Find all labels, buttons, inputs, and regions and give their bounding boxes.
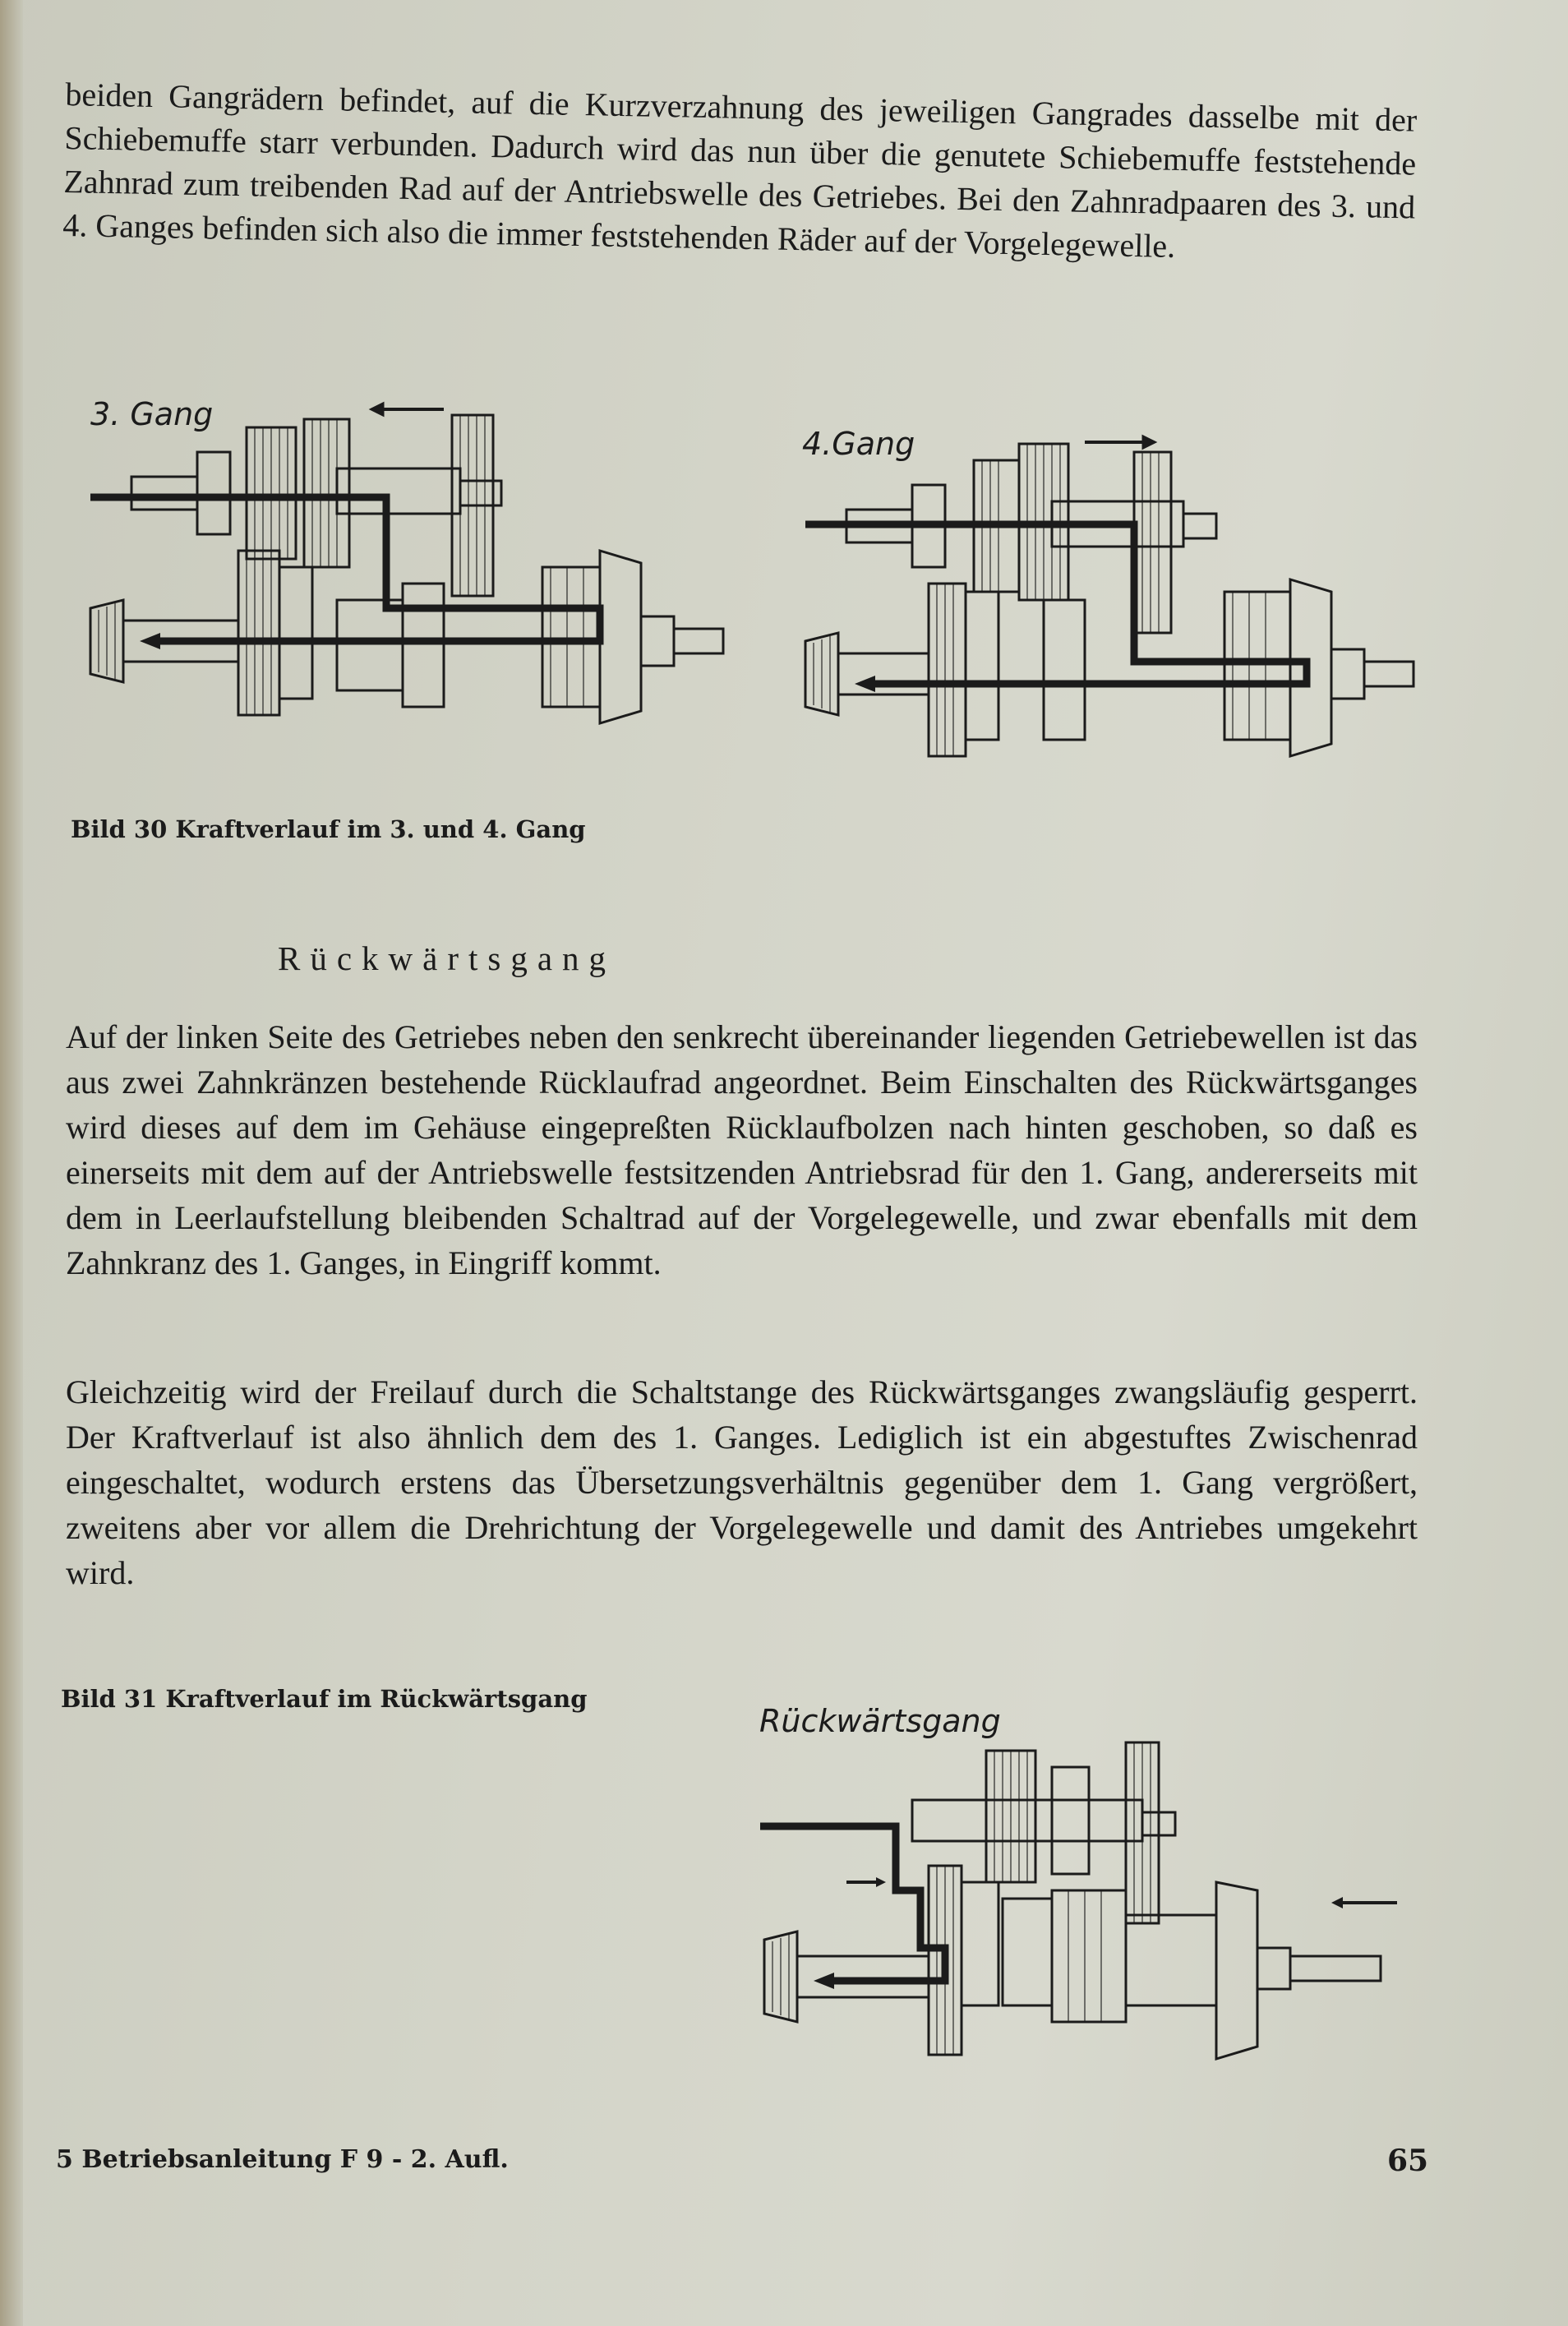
paragraph-reverse-gear-2: Gleichzeitig wird der Freilauf durch die Schaltstange des Rückwärtsganges zwangsläufig gesperrt. Der Kraftverlauf ist also ähnlich dem des 1. Ganges. Lediglich ist ein abgestuftes Zwischenrad eingeschaltet, wodurch erstens das Übersetzungsverhältnis gegenüber dem 1. Gang vergrößert, zweitens aber vor allem die Drehrichtung der Vorgelegewelle und damit des Antriebes umgekehrt wird. (66, 1373, 1418, 1591)
gearbox-diagram-rueckwaertsgang (756, 1734, 1422, 2079)
paragraph-reverse-gear-1: Auf der linken Seite des Getriebes neben den senkrecht übereinander liegenden Getriebewellen ist das aus zwei Zahnkränzen bestehende Rücklaufrad angeordnet. Beim Einschalten des Rückwärtsganges wird dieses auf dem im Gehäuse eingepreßten Rücklaufbolzen nach hinten geschoben, so daß es einerseits mit dem auf der Antriebswelle festsitzenden Antriebsrad für den 1. Gang, andererseits mit dem in Leerlaufstellung bleibenden Schaltrad auf der Vorgelegewelle, und zwar ebenfalls mit dem Zahnkranz des 1. Ganges, in Eingriff kommt. (66, 1018, 1418, 1281)
section-heading: Rückwärtsgang (278, 939, 616, 977)
top-paragraph: beiden Gangrädern befindet, auf die Kurzverzahnung des jeweiligen Gangrades dasselbe mit der Schiebemuffe starr verbunden. Dadurch wird das nun über die genutete Schiebemuffe feststehende Zahnrad zum treibenden Rad auf der Antriebswelle des Getriebes. Bei den Zahnradpaaren des 3. und 4. Ganges befinden sich also die immer feststehenden Räder auf der Vorgelegewelle. (62, 75, 1418, 265)
figure-30-caption: Bild 30 Kraftverlauf im 3. und 4. Gang (71, 815, 586, 843)
page-edge (0, 0, 23, 2326)
figure-label-rueckwaertsgang: Rückwärtsgang (759, 1703, 1001, 1739)
gearbox-diagram-3-gang (82, 395, 756, 781)
footer-book-title: 5 Betriebsanleitung F 9 - 2. Aufl. (56, 2145, 509, 2174)
figure-31-caption: Bild 31 Kraftverlauf im Rückwärtsgang (61, 1685, 588, 1713)
page-number: 65 (1387, 2144, 1429, 2178)
figure-label-4-gang: 4.Gang (802, 426, 915, 462)
gearbox-diagram-4-gang (797, 427, 1455, 797)
figure-label-3-gang: 3. Gang (90, 396, 214, 432)
